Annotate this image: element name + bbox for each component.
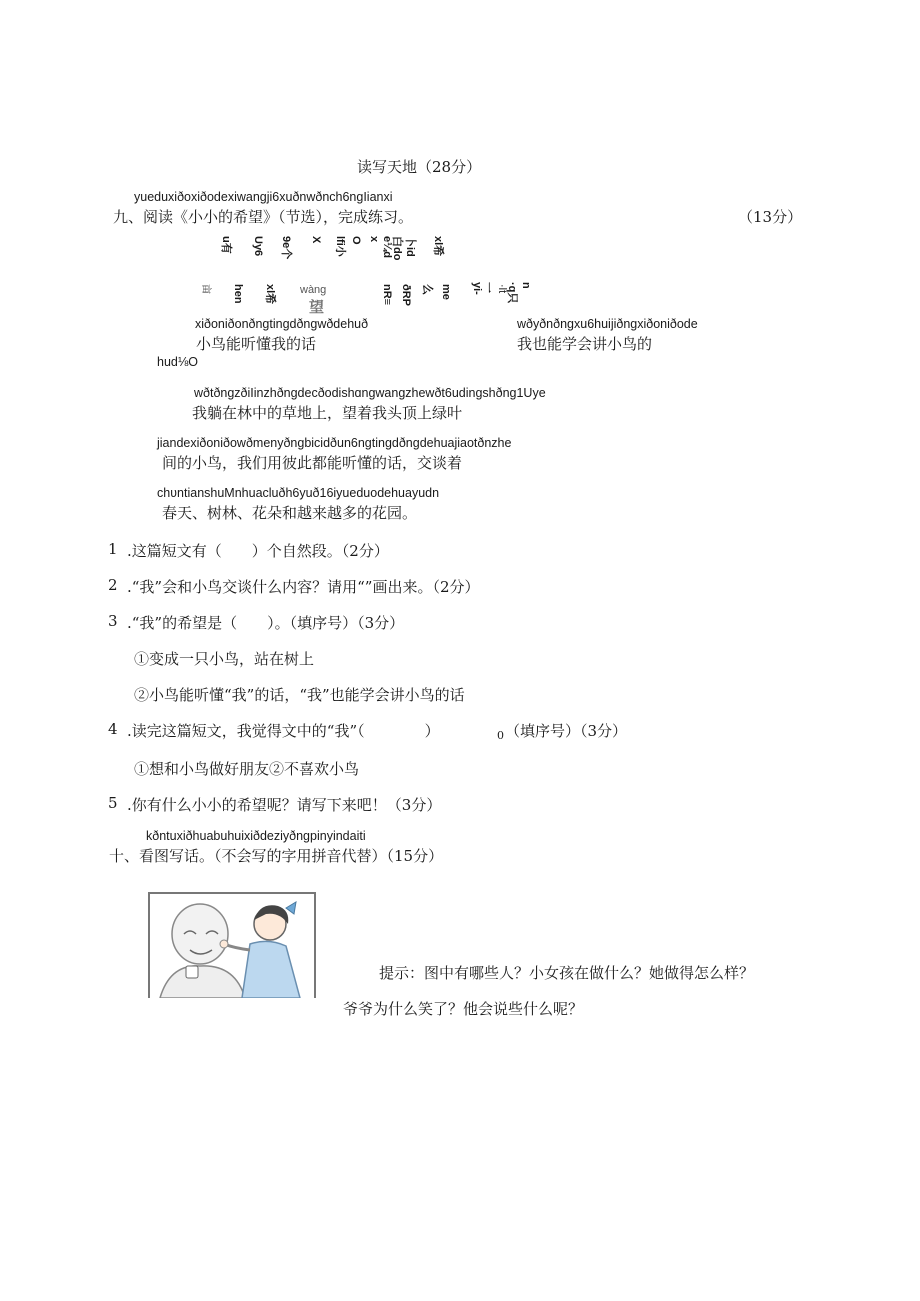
question-2-text: .“我”会和小鸟交谈什么内容？请用“”画出来。（2分） [127,578,480,596]
hint-line1: 提示：图中有哪些人？小女孩在做什么？她做得怎么样？ [379,964,755,982]
passage-line4-text: 间的小鸟，我们用彼此都能听懂的话，交谈着 [162,454,463,472]
question-2-num: 2 [108,576,118,594]
garbled-col11-bot3: ·lt [496,284,508,294]
passage-line1-pinyin-a: xiðoniðonðngtingdðngwðdehuð [195,317,369,331]
passage-line3-text: 我躺在林中的草地上，望着我头顶上绿叶 [192,404,463,422]
passage-line1-text-b: 我也能学会讲小鸟的 [517,335,653,353]
q9-pinyin: yueduxiðoxiðodexiwangji6xuðnwðnch6ngIianxi [134,190,393,204]
passage-line4-pinyin: jiandexiðoniðowðmenyðngbicidðun6ngtingdðngdehuajiaotðnzhe [157,436,512,450]
garbled-col9-top: xl希 [432,236,444,257]
garbled-col11-bot2: ·q只 [506,282,518,304]
question-1-text: .这篇短文有（ ）个自然段。（2分） [127,542,389,560]
garbled-col8-top: e¼d [381,236,393,259]
question-1-num: 1 [108,540,118,558]
hint-line2: 爷爷为什么笑了？他会说些什么呢？ [343,1000,584,1018]
garbled-col8-mid2: 卜id [404,236,416,257]
question-4-options: ①想和小鸟做好朋友②不喜欢小鸟 [134,760,360,778]
section-title: 读写天地（28分） [357,158,482,176]
garbled-col8-bot2: ðRP [400,284,412,306]
passage-line1-text-a: 小鸟能听懂我的话 [196,335,317,353]
garbled-col7-top: x [368,236,380,243]
passage-line2-pinyin: hud⅛O [157,355,199,369]
garbled-col3-bot: xl希 [264,284,276,305]
question-3-num: 3 [108,612,118,630]
garbled-col4-top: X [310,236,322,244]
q10-pinyin: kðntuxiðhuabuhuixiðdeziyðngpinyindaiti [146,829,366,843]
grandpa-girl-illustration [148,892,316,998]
garbled-col2-top: Uy6 [252,236,264,257]
q9-score: （13分） [738,208,803,226]
question-4-subscript: 0 [497,729,504,742]
q10-label: 十、看图写话。（不会写的字用拼音代替）（15分） [109,847,444,865]
garbled-col10-bot2: 一 [482,282,494,293]
question-4-num: 4 [108,720,118,738]
passage-line5-pinyin: chʋntianshuMnhuacluðh6yuð16iyueduodehuayudn [157,486,440,500]
q9-label: 九、阅读《小小的希望》（节选），完成练习。 [113,208,414,226]
question-4-text: .读完这篇短文，我觉得文中的“我”（ ） [127,722,440,740]
garbled-col4-char: 望 [309,298,325,316]
passage-line1-pinyin-b: wðyðnðngxu6huijiðngxiðoniðode [517,317,698,331]
question-4-text-tail: （填序号）（3分） [505,722,628,740]
passage-line3-pinyin: wðtðngzðiIinzhðngdecðodishɑngwangzhewðt6udingshðng1Uye [194,386,546,400]
passage-line5-text: 春天、树林、花朵和越来越多的花园。 [162,504,418,522]
question-3-option-2: ②小鸟能听懂“我”的话，“我”也能学会讲小鸟的话 [134,686,465,704]
illustration-svg [150,894,314,998]
garbled-col5-top: lfi小 [334,236,346,257]
garbled-col1-top: u有 [220,236,232,254]
question-3-option-1: ①变成一只小鸟，站在树上 [134,650,315,668]
garbled-col6-top: O [350,236,362,245]
garbled-col1-bot: 亩 [200,284,211,294]
question-5-text: .你有什么小小的希望呢？请写下来吧！（3分） [127,796,442,814]
question-3-text: .“我”的希望是（ ）。（填序号）（3分） [127,614,405,632]
question-5-num: 5 [108,794,118,812]
garbled-col8-bot: nR≡ [381,284,393,306]
garbled-col9-bot: me [440,284,452,300]
garbled-col3-top: 9e个 [280,236,292,260]
garbled-col10-bot: yi- [471,282,483,295]
garbled-col9-bot2: 么 [421,284,433,295]
garbled-col11-bot: n [520,282,532,289]
garbled-col2-bot: hen [232,284,244,304]
garbled-col8-mid: 白do [391,236,403,261]
garbled-col4-pinyin: wàng [300,284,327,296]
